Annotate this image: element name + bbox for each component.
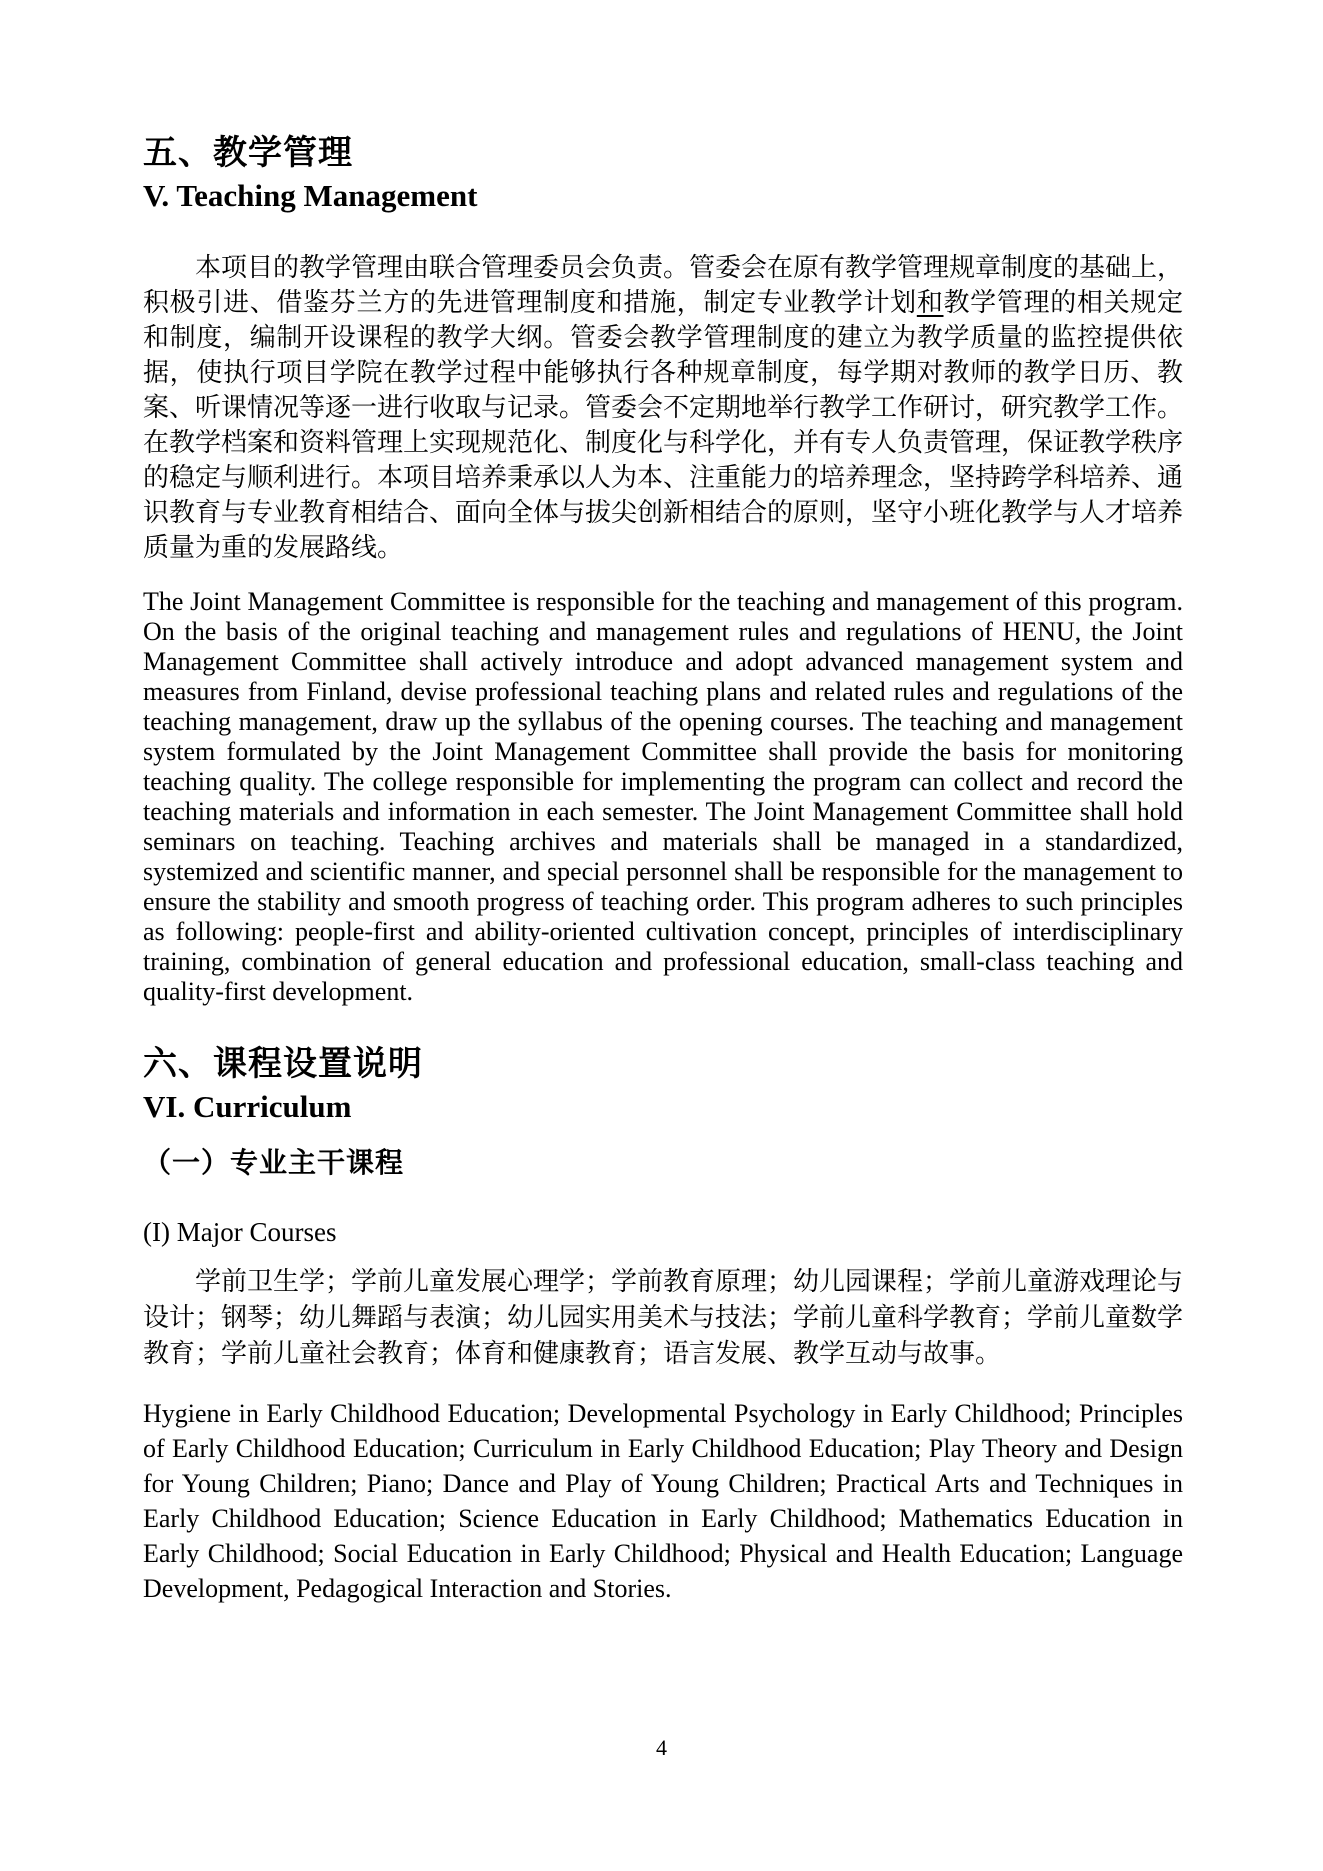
- page-number: 4: [656, 1735, 667, 1760]
- section6-subheading-en: (I) Major Courses: [143, 1217, 337, 1248]
- major-courses-paragraph-en: Hygiene in Early Childhood Education; Developmental Psychology in Early Childhood; Principles of Early Childhood Education; Curriculum in Early Childhood Education; Play Theory and Design for Young Children; Piano; Dance and Play of Young Children; Practical Arts and Techniques in Early Childhood Education; Science Education in Early Childhood; Mathematics Education in Early Childhood; Social Education in Early Childhood; Physical and Health Education; Language Development, Pedagogical Interaction and Stories.: [143, 1398, 1183, 1603]
- page-content: [143, 0, 1183, 1606]
- section5-paragraph-zh-before: 本项目的教学管理由联合管理委员会负责。管委会在原有教学管理规章制度的基础上，积极引进、借鉴芬兰方的先进管理制度和措施，制定专业教学计划: [143, 253, 1184, 318]
- section5-heading-zh: 五、教学管理: [143, 135, 353, 172]
- section6-heading-en: VI. Curriculum: [143, 1088, 352, 1124]
- section5-paragraph-en: The Joint Management Committee is responsible for the teaching and management of this program. On the basis of the original teaching and management rules and regulations of HENU, the Joint Management Committee shall actively introduce and adopt advanced management system and measures from Finland, devise professional teaching plans and related rules and regulations of the teaching management, draw up the syllabus of the opening courses. The teaching and management system formulated by the Joint Management Committee shall provide the basis for monitoring teaching quality. The college responsible for implementing the program can collect and record the teaching materials and information in each semester. The Joint Management Committee shall hold seminars on teaching. Teaching archives and materials shall be managed in a standardized, systemized and scientific manner, and special personnel shall be responsible for the management to ensure the stability and smooth progress of teaching order. This program adheres to such principles as following: people-first and ability-oriented cultivation concept, principles of interdisciplinary training, combination of general education and professional education, small-class teaching and quality-first development.: [143, 587, 1183, 1007]
- section5-paragraph-zh-underlined-char: 和: [916, 288, 944, 318]
- section5-paragraph-zh: [143, 250, 1183, 565]
- section6-subheading-zh: （一）专业主干课程: [143, 1148, 405, 1180]
- section5-heading-en: V. Teaching Management: [143, 177, 478, 213]
- section5-paragraph-zh-after: 教学管理的相关规定和制度，编制开设课程的教学大纲。管委会教学管理制度的建立为教学质量的监控提供依据，使执行项目学院在教学过程中能够执行各种规章制度，每学期对教师的教学日历、教案、听课情况等逐一进行收取与记录。管委会不定期地举行教学工作研讨，研究教学工作。在教学档案和资料管理上实现规范化、制度化与科学化，并有专人负责管理，保证教学秩序的稳定与顺利进行。本项目培养秉承以人为本、注重能力的培养理念，坚持跨学科培养、通识教育与专业教育相结合、面向全体与拔尖创新相结合的原则，坚守小班化教学与人才培养质量为重的发展路线。: [143, 288, 1184, 563]
- section6-heading-zh: 六、课程设置说明: [143, 1046, 423, 1084]
- major-courses-paragraph-zh: 学前卫生学；学前儿童发展心理学；学前教育原理；幼儿园课程；学前儿童游戏理论与设计；钢琴；幼儿舞蹈与表演；幼儿园实用美术与技法；学前儿童科学教育；学前儿童数学教育；学前儿童社会教育；体育和健康教育；语言发展、教学互动与故事。: [143, 1266, 1184, 1368]
